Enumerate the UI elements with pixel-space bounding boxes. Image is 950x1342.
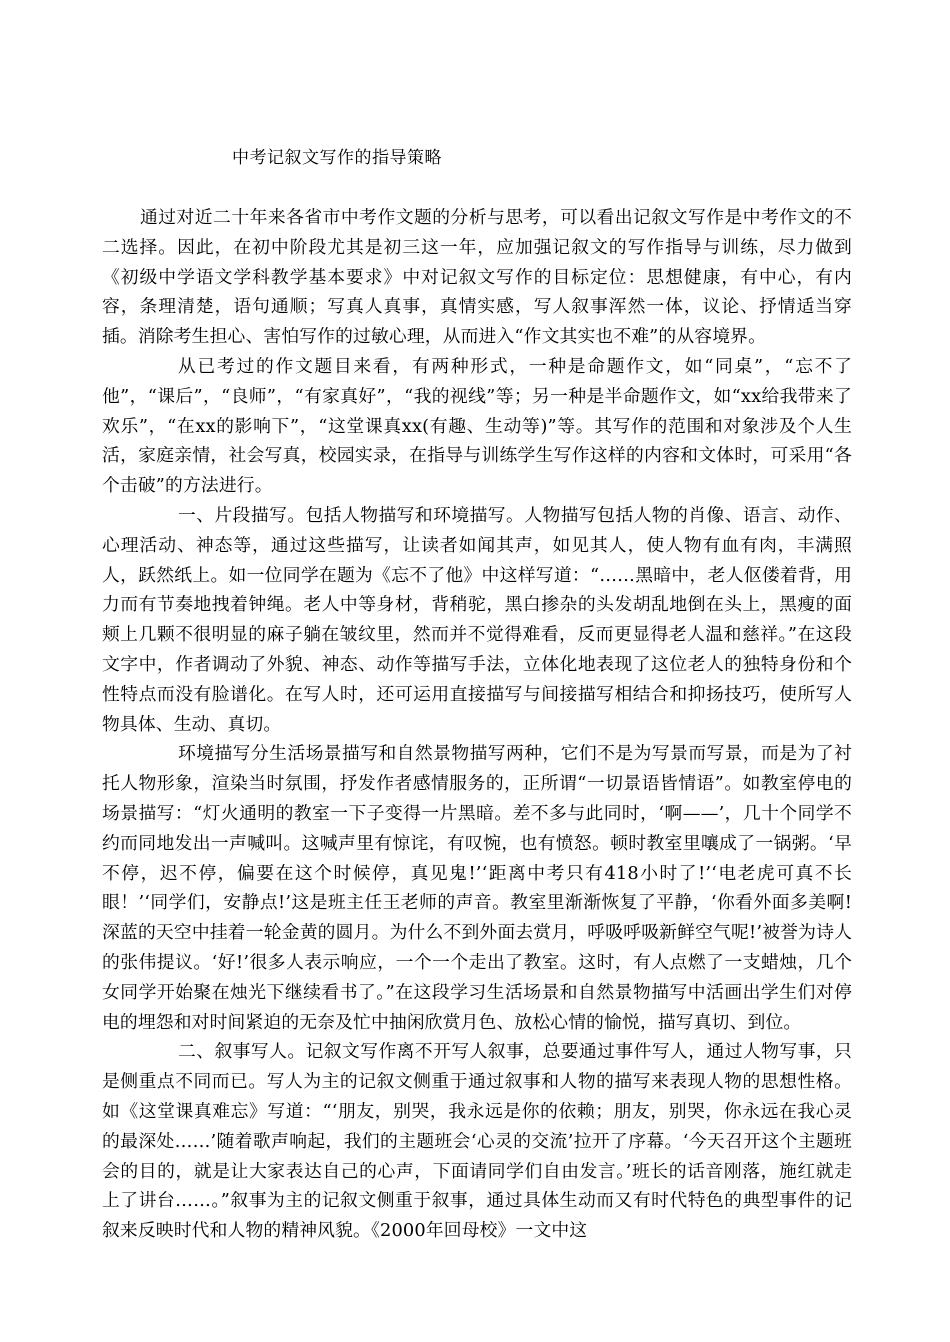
document-title: 中考记叙文写作的指导策略	[232, 148, 442, 168]
paragraph-environment-description: 环境描写分生活场景描写和自然景物描写两种，它们不是为写景而写景，而是为了衬托人物形象，渲染当时氛围，抒发作者感情服务的，正所谓“一切景语皆情语”。如教室停电的场景描写：“灯火通明的教室一下子变得一片黑暗。差不多与此同时，‘啊——’，几十个同学不约而同地发出一声喊叫。这喊声里有惊诧，有叹惋，也有愤怒。顿时教室里嚷成了一锅粥。‘早不停，迟不停，偏要在这个时候停，真见鬼!’‘距离中考只有418小时了!’‘电老虎可真不长眼！’‘同学们，安静点!’这是班主任王老师的声音。教室里渐渐恢复了平静，‘你看外面多美啊!深蓝的天空中挂着一轮金黄的圆月。为什么不到外面去赏月，呼吸呼吸新鲜空气呢!’被誉为诗人的张伟提议。‘好!’很多人表示响应，一个一个走出了教室。这时，有人点燃了一支蜡烛，几个女同学开始聚在烛光下继续看书了。”在这段学习生活场景和自然景物描写中活画出学生们对停电的埋怨和对时间紧迫的无奈及忙中抽闲欣赏月色、放松心情的愉悦，描写真切、到位。	[102, 743, 852, 1033]
paragraph-topic-forms: 从已考过的作文题目来看，有两种形式，一种是命题作文，如“同桌”，“忘不了他”，“课后”，“良师”，“有家真好”，“我的视线”等；另一种是半命题作文，如“xx给我带来了欢乐”，“在xx的影响下”，“这堂课真xx(有趣、生动等)”等。其写作的范围和对象涉及个人生活，家庭亲情，社会写真，校园实录，在指导与训练学生写作这样的内容和文体时，可采用“各个击破”的方法进行。	[102, 355, 852, 497]
document-body	[102, 203, 852, 1246]
paragraph-fragment-description: 一、片段描写。包括人物描写和环境描写。人物描写包括人物的肖像、语言、动作、心理活动、神态等，通过这些描写，让读者如闻其声，如见其人，使人物有血有肉，丰满照人，跃然纸上。如一位同学在题为《忘不了他》中这样写道：“……黑暗中，老人伛偻着背，用力而有节奏地拽着钟绳。老人中等身材，背稍驼，黑白掺杂的头发胡乱地倒在头上，黑瘦的面颊上几颗不很明显的麻子躺在皱纹里，然而并不觉得难看，反而更显得老人温和慈祥。”在这段文字中，作者调动了外貌、神态、动作等描写手法，立体化地表现了这位老人的独特身份和个性特点而没有脸谱化。在写人时，还可运用直接描写与间接描写相结合和抑扬技巧，使所写人物具体、生动、真切。	[102, 504, 852, 735]
paragraph-narrative-portrayal: 二、叙事写人。记叙文写作离不开写人叙事，总要通过事件写人，通过人物写事，只是侧重点不同而已。写人为主的记叙文侧重于通过叙事和人物的描写来表现人物的思想性格。如《这堂课真难忘》写道：“‘朋友，别哭，我永远是你的依赖；朋友，别哭，你永远在我心灵的最深处……’随着歌声响起，我们的主题班会‘心灵的交流’拉开了序幕。‘今天召开这个主题班会的目的，就是让大家表达自己的心声，下面请同学们自由发言。’班长的话音刚落，施红就走上了讲台……。”叙事为主的记叙文侧重于叙事，通过具体生动而又有时代特色的典型事件的记叙来反映时代和人物的精神风貌。《2000年回母校》一文中这	[102, 1041, 852, 1242]
paragraph-intro: 通过对近二十年来各省市中考作文题的分析与思考，可以看出记叙文写作是中考作文的不二选择。因此，在初中阶段尤其是初三这一年，应加强记叙文的写作指导与训练，尽力做到《初级中学语文学科教学基本要求》中对记叙文写作的目标定位：思想健康，有中心，有内容，条理清楚，语句通顺；写真人真事，真情实感，写人叙事浑然一体，议论、抒情适当穿插。消除考生担心、害怕写作的过敏心理，从而进入“作文其实也不难”的从容境界。	[102, 207, 852, 348]
